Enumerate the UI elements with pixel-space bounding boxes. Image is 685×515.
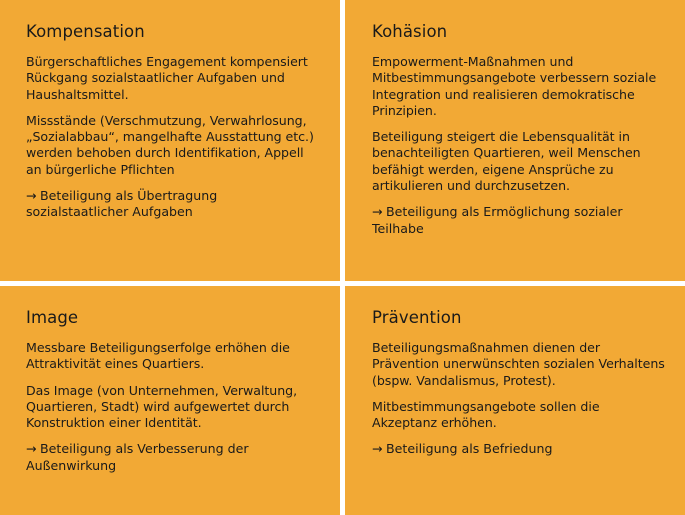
tile-title: Prävention <box>372 308 462 327</box>
tile-image <box>0 286 340 515</box>
conclusion-text: Beteiligung als Verbesserung der Außenwirkung <box>26 441 249 473</box>
tile-paragraph: Empowerment-Maßnahmen und Mitbestimmungsangebote verbessern soziale Integration und realisieren demokratische Prinzipien. <box>372 54 657 118</box>
tile-conclusion <box>372 204 667 237</box>
tile-title: Kohäsion <box>372 22 448 41</box>
tile-conclusion <box>26 188 322 221</box>
arrow-right-icon: → <box>26 441 37 457</box>
tile-paragraph: Beteiligungsmaßnahmen dienen der Prävention unerwünschten sozialen Verhaltens (bspw. Vandalismus, Protest). <box>372 340 665 388</box>
arrow-right-icon: → <box>372 441 383 457</box>
tile-paragraph: Beteiligung steigert die Lebensqualität in benachteiligten Quartieren, weil Menschen befähigt werden, eigene Ansprüche zu artikulieren und durchzusetzen. <box>372 129 641 194</box>
tile-title: Image <box>26 308 79 327</box>
tile-conclusion <box>372 441 667 457</box>
arrow-right-icon: → <box>372 204 383 220</box>
conclusion-text: Beteiligung als Ermöglichung sozialer Teilhabe <box>372 204 623 236</box>
tile-kohaesion <box>345 0 685 281</box>
conclusion-text: Beteiligung als Befriedung <box>386 441 553 457</box>
tile-title: Kompensation <box>26 22 145 41</box>
conclusion-text: Beteiligung als Übertragung sozialstaatlicher Aufgaben <box>26 188 218 220</box>
tile-praevention <box>345 286 685 515</box>
tile-conclusion <box>26 441 322 474</box>
tile-paragraph: Bürgerschaftliches Engagement kompensiert Rückgang sozialstaatlicher Aufgaben und Haushaltsmittel. <box>26 54 308 102</box>
tile-paragraph: Missstände (Verschmutzung, Verwahrlosung, „Sozialabbau“, mangelhafte Ausstattung etc.) werden behoben durch Identifikation, Appell an bürgerliche Pflichten <box>26 112 314 177</box>
tile-paragraph: Mitbestimmungsangebote sollen die Akzeptanz erhöhen. <box>372 398 600 431</box>
tile-paragraph: Das Image (von Unternehmen, Verwaltung, Quartieren, Stadt) wird aufgewertet durch Konstruktion einer Identität. <box>26 382 298 431</box>
tile-paragraph: Messbare Beteiligungserfolge erhöhen die Attraktivität eines Quartiers. <box>26 340 290 372</box>
arrow-right-icon: → <box>26 188 37 204</box>
tile-kompensation <box>0 0 340 281</box>
